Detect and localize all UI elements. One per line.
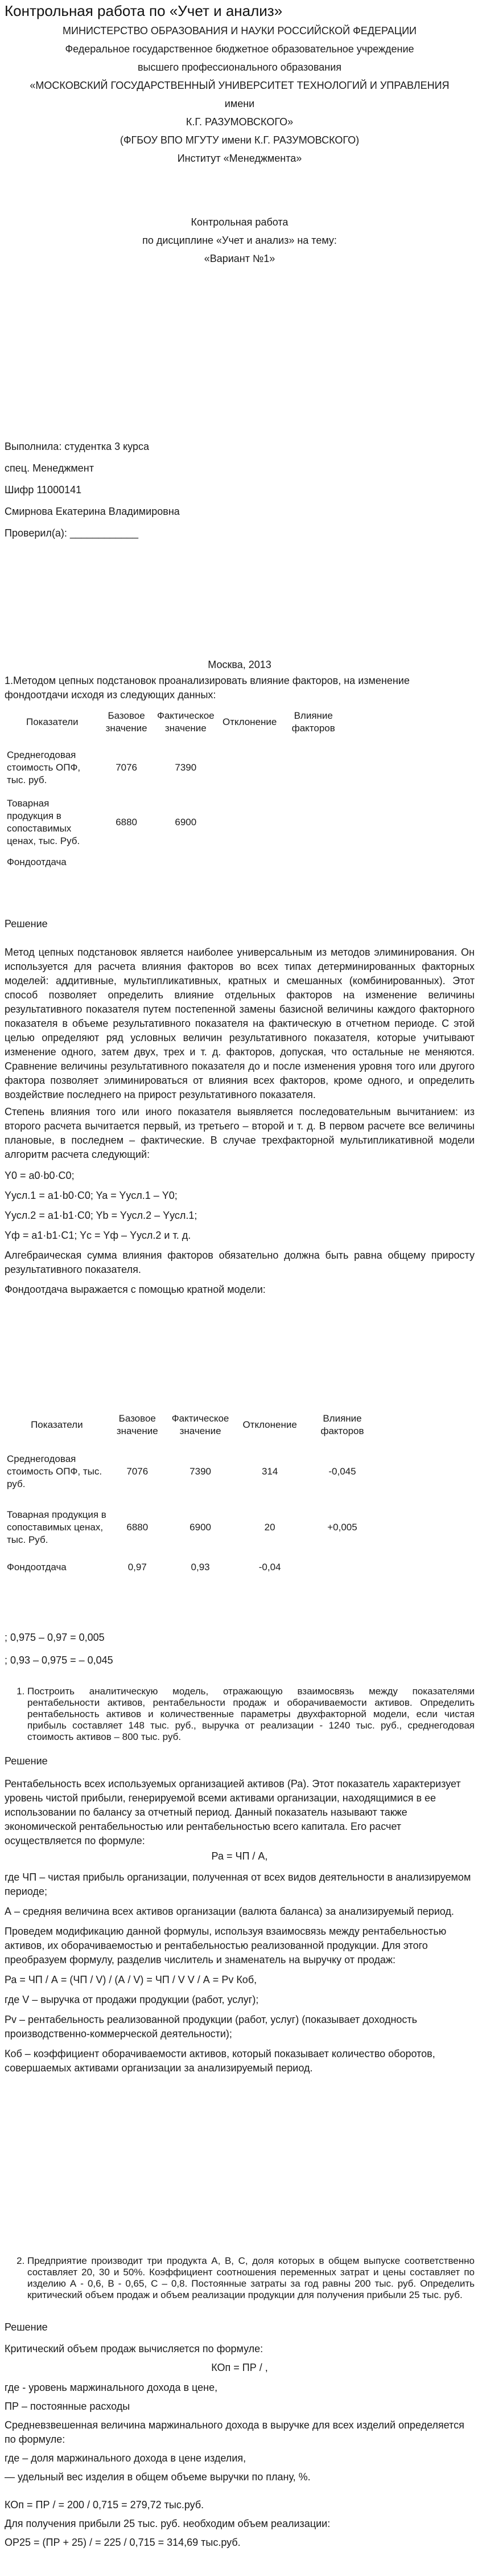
- paragraph: А – средняя величина всех активов организации (валюта баланса) за анализируемый период.: [5, 1906, 454, 1917]
- table-cell: [219, 795, 281, 850]
- ministry-header: [5, 22, 475, 167]
- formula: КОп = ПР / ,: [211, 2362, 268, 2373]
- paragraph: где ЧП – чистая прибыль организации, полученная от всех видов деятельности в анализируемом периоде;: [5, 1871, 471, 1897]
- solution-3-label: Решение: [5, 2321, 48, 2333]
- table-cell: 314: [261, 1466, 278, 1477]
- table-header: Влияние факторов: [291, 710, 335, 734]
- table-cell: Фондоотдача: [7, 1562, 67, 1572]
- task-3-text: 2. Предприятие производит три продукта А, В, С, доля которых в общем выпуске соответственно составляет 20, 30 и 50%. Коэффициент соотношения переменных затрат и цены составляет по изделию А - 0,6, В - 0,65, С – 0,8. Постоянные затраты за год равны 200 тыс. руб. Определить критический объем продаж и объем реализации продукции для получения прибыли 25 тыс. руб.: [27, 2255, 475, 2301]
- table-row: [5, 850, 346, 875]
- calc-1: [5, 1626, 475, 1672]
- table-cell: Товарная продукция в сопоставимых ценах, тыс. Руб.: [7, 798, 80, 846]
- formula: Y0 = a0·b0·C0;: [5, 1170, 75, 1181]
- header-line: Федеральное государственное бюджетное образовательное учреждение: [65, 43, 414, 55]
- student-line: спец. Менеджмент: [5, 462, 94, 474]
- paragraph: Алгебраическая сумма влияния факторов обязательно должна быть равна общему приросту результативного показателя.: [5, 1250, 475, 1275]
- table-cell: [304, 1555, 380, 1580]
- paragraph: Фондоотдача выражается с помощью кратной модели:: [5, 1284, 266, 1295]
- solution-2-text: [5, 1777, 475, 2075]
- calc-line: ; 0,93 – 0,975 = – 0,045: [5, 1654, 113, 1666]
- table-cell: -0,04: [258, 1562, 281, 1572]
- table-cell: [219, 740, 281, 795]
- formula: КОп = ПР / = 200 / 0,715 = 279,72 тыс.руб.: [5, 2499, 204, 2511]
- solution-3-text: [5, 2342, 475, 2550]
- formula: Yусл.1 = a1·b0·C0; Ya = Yусл.1 – Y0;: [5, 1190, 178, 1201]
- table-cell: +0,005: [327, 1522, 357, 1533]
- table-cell: [281, 740, 346, 795]
- table-cell: 6880: [116, 817, 138, 828]
- task-3: [5, 2255, 475, 2301]
- table-cell: 6900: [189, 1522, 211, 1533]
- table-cell: [219, 850, 281, 875]
- paragraph: — удельный вес изделия в общем объеме выручки по плану, %.: [5, 2471, 311, 2483]
- table-header-row: [5, 1407, 380, 1443]
- paragraph: Критический объем продаж вычисляется по формуле:: [5, 2343, 263, 2354]
- city-year: Москва, 2013: [208, 659, 271, 670]
- work-title-line: по дисциплине «Учет и анализ» на тему:: [142, 235, 337, 246]
- table-cell: Среднегодовая стоимость ОПФ, тыс. руб.: [7, 1453, 102, 1489]
- table-cell: Товарная продукция в сопоставимых ценах, тыс. Руб.: [7, 1509, 106, 1545]
- table-header: Отклонение: [242, 1419, 297, 1430]
- table-header-row: [5, 704, 346, 740]
- student-line: Выполнила: студентка 3 курса: [5, 441, 150, 452]
- solution-2-label: Решение: [5, 1755, 48, 1767]
- work-title-line: Контрольная работа: [191, 216, 289, 228]
- table-row: [5, 1500, 380, 1555]
- formula: Ра = ЧП / А = (ЧП / V) / (А / V) = ЧП / V V / А = Рv Коб,: [5, 1974, 257, 1985]
- paragraph: Метод цепных подстановок является наиболее универсальным из методов элиминирования. Он используется для расчета влияния факторов во всех типах детерминированных факторных моделей: аддитивные, мультипликативных, кратных и смешанных (комбинированных). Этот способ позволяет определить влияние отдельных факторов на изменение величины результативного показателя путем постепенной замены базисной величины каждого факторного показателя в объеме результативного показателя на фактическую в отчетном периоде. С этой целью определяют ряд условных величин результативного показателя, которые учитывают изменение одного, затем двух, трех и т. д. факторов, допуская, что остальные не меняются. Сравнение величины результативного показателя до и после изменения уровня того или другого фактора позволяет элиминироваться от влияния всех факторов, кроме одного, и определить воздействие последнего на прирост результативного показателя.: [5, 947, 475, 1100]
- formula: Ра = ЧП / А,: [211, 1850, 268, 1862]
- table-cell: 7390: [189, 1466, 211, 1477]
- work-title: [5, 213, 475, 268]
- table-cell: Фондоотдача: [7, 857, 67, 867]
- table-cell: 7076: [126, 1466, 149, 1477]
- paragraph: ПР – постоянные расходы: [5, 2401, 130, 2412]
- table-cell: 20: [264, 1522, 275, 1533]
- paragraph: где - уровень маржинального дохода в цене,: [5, 2382, 218, 2393]
- table-cell: [153, 850, 219, 875]
- table-header: Фактическое значение: [171, 1413, 229, 1436]
- table-row: [5, 1555, 380, 1580]
- paragraph: где – доля маржинального дохода в цене изделия,: [5, 2452, 246, 2464]
- table-header: Базовое значение: [105, 710, 147, 734]
- table-cell: Среднегодовая стоимость ОПФ, тыс. руб.: [7, 750, 81, 785]
- paragraph: где V – выручка от продажи продукции (работ, услуг);: [5, 1994, 259, 2005]
- table-cell: 6880: [126, 1522, 149, 1533]
- header-line: имени: [224, 98, 255, 109]
- table-cell: [281, 795, 346, 850]
- table-header: Фактическое значение: [156, 710, 215, 734]
- table-header: Показатели: [31, 1419, 83, 1430]
- table-header: Влияние факторов: [320, 1413, 364, 1436]
- table-cell: 7076: [116, 762, 138, 773]
- header-line: К.Г. РАЗУМОВСКОГО»: [186, 116, 294, 128]
- task-2: [5, 1686, 475, 1743]
- table-cell: 0,93: [191, 1562, 210, 1572]
- table-row: [5, 795, 346, 850]
- solution-1-text: [5, 945, 475, 1297]
- paragraph: Рv – рентабельность реализованной продукции (работ, услуг) (показывает доходность производственно-коммерческой деятельности);: [5, 2014, 418, 2039]
- solution-1-label: Решение: [5, 918, 48, 929]
- formula: Yусл.2 = a1·b1·C0; Yb = Yусл.2 – Yусл.1;: [5, 1210, 197, 1221]
- formula: Yф = a1·b1·C1; Yc = Yф – Yусл.2 и т. д.: [5, 1230, 191, 1241]
- page-title: Контрольная работа по «Учет и анализ»: [5, 2, 283, 19]
- task-2-text: 1. Построить аналитическую модель, отражающую взаимосвязь между показателями рентабельности активов, рентабельности продаж и оборачиваемости активов. Определить рентабельность активов и количественные параметры двухфакторной модели, если чистая прибыль составляет 148 тыс. руб., выручка от реализации - 1240 тыс. руб., среднегодовая стоимость активов – 800 тыс. руб.: [27, 1686, 475, 1743]
- header-line: МИНИСТЕРСТВО ОБРАЗОВАНИЯ И НАУКИ РОССИЙСКОЙ ФЕДЕРАЦИИ: [63, 25, 417, 36]
- table-header: Отклонение: [222, 716, 277, 727]
- table-1: [5, 704, 346, 875]
- table-row: [5, 1443, 380, 1500]
- header-line: высшего профессионального образования: [137, 62, 342, 73]
- table-row: [5, 740, 346, 795]
- paragraph: Средневзвешенная величина маржинального дохода в выручке для всех изделий определяется по формуле:: [5, 2419, 464, 2445]
- task-1: 1.Методом цепных подстановок проанализировать влияние факторов, на изменение фондоотдачи исходя из следующих данных:: [5, 675, 410, 701]
- table-cell: 7390: [175, 762, 197, 773]
- work-title-line: «Вариант №1»: [204, 253, 275, 264]
- header-line: (ФГБОУ ВПО МГУТУ имени К.Г. РАЗУМОВСКОГО): [120, 134, 360, 146]
- header-line: Институт «Менеджмента»: [177, 153, 302, 164]
- paragraph: Коб – коэффициент оборачиваемости активов, который показывает количество оборотов, совершаемых активами организации за анализируемый период.: [5, 2048, 435, 2074]
- student-line: Шифр 11000141: [5, 484, 82, 495]
- header-line: «МОСКОВСКИЙ ГОСУДАРСТВЕННЫЙ УНИВЕРСИТЕТ ТЕХНОЛОГИЙ И УПРАВЛЕНИЯ: [30, 80, 450, 91]
- table-cell: 6900: [175, 817, 197, 828]
- student-line: Проверил(а): ____________: [5, 527, 139, 539]
- paragraph: Для получения прибыли 25 тыс. руб. необходим объем реализации:: [5, 2518, 331, 2529]
- table-header: Показатели: [26, 716, 79, 727]
- table-cell: -0,045: [328, 1466, 356, 1477]
- paragraph: Степень влияния того или иного показателя выявляется последовательным вычитанием: из второго расчета вычитается первый, из третьего – второй и т. д. В первом расчете все величины плановые, в последнем – фактические. В случае трехфакторной мультипликативной модели алгоритм расчета следующий:: [5, 1106, 475, 1160]
- student-info: [5, 436, 475, 544]
- formula: ОР25 = (ПР + 25) / = 225 / 0,715 = 314,69 тыс.руб.: [5, 2537, 241, 2548]
- table-cell: [281, 850, 346, 875]
- table-header: Базовое значение: [116, 1413, 158, 1436]
- paragraph: Проведем модификацию данной формулы, используя взаимосвязь между рентабельностью активов, их оборачиваемостью и рентабельностью реализованной продукции. Для этого преобразуем формулу, разделив числитель и знаменатель на выручку от продаж:: [5, 1926, 447, 1965]
- paragraph: Рентабельность всех используемых организацией активов (Ра). Этот показатель характеризует уровень чистой прибыли, генерируемой всеми активами организации, находящимися в ее использовании по балансу за отчетный период. Данный показатель называют также экономической рентабельностью или рентабельностью всего капитала. Его расчет осуществляется по формуле:: [5, 1778, 461, 1846]
- student-line: Смирнова Екатерина Владимировна: [5, 506, 180, 517]
- table-cell: 0,97: [127, 1562, 147, 1572]
- table-cell: [100, 850, 153, 875]
- calc-line: ; 0,975 – 0,97 = 0,005: [5, 1632, 105, 1643]
- table-2: [5, 1407, 380, 1580]
